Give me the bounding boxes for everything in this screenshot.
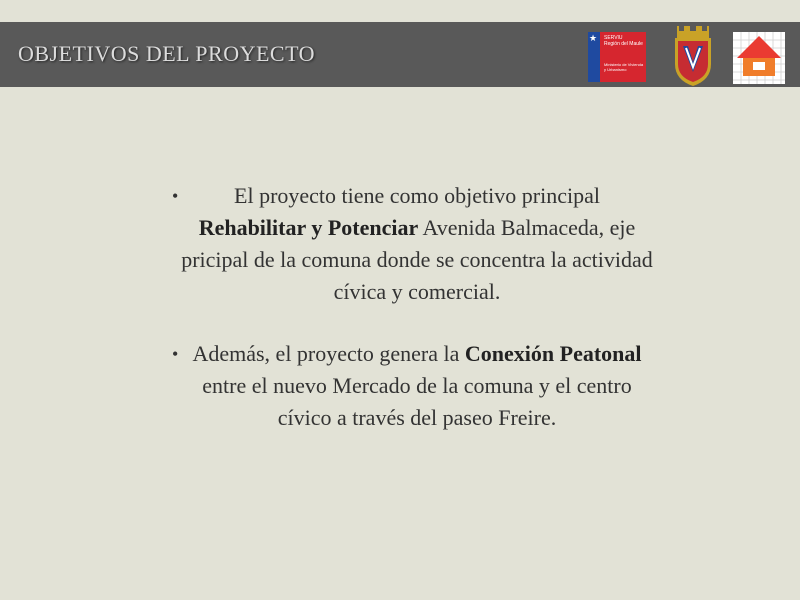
bullet-text: Avenida Balmaceda, eje pricipal de la comuna donde se concentra la actividad cívica y comercial.	[181, 215, 653, 304]
objectives-list	[172, 180, 654, 434]
header-bar	[0, 22, 800, 87]
bullet-text: entre el nuevo Mercado de la comuna y el centro cívico a través del paseo Freire.	[202, 373, 632, 430]
housing-logo-icon	[733, 32, 785, 84]
list-item	[172, 338, 654, 434]
bullet-icon: •	[172, 344, 179, 364]
bullet-text: El proyecto tiene como objetivo principal	[234, 183, 600, 208]
list-item	[172, 180, 654, 308]
star-icon: ★	[589, 33, 598, 43]
municipal-shield-icon	[672, 26, 714, 86]
bullet-emphasis: Conexión Peatonal	[464, 341, 642, 366]
slide-title: OBJETIVOS DEL PROYECTO	[18, 41, 316, 66]
bullet-icon: •	[172, 186, 179, 206]
bullet-emphasis: Rehabilitar y Potenciar	[198, 215, 419, 240]
serviu-ministry-logo	[588, 32, 646, 82]
bullet-text: Además, el proyecto genera la	[192, 341, 465, 366]
serviu-logo-text: SERVIU Región del Maule	[604, 35, 643, 47]
ministry-logo-text: Ministerio de Vivienda y Urbanismo	[604, 62, 644, 72]
